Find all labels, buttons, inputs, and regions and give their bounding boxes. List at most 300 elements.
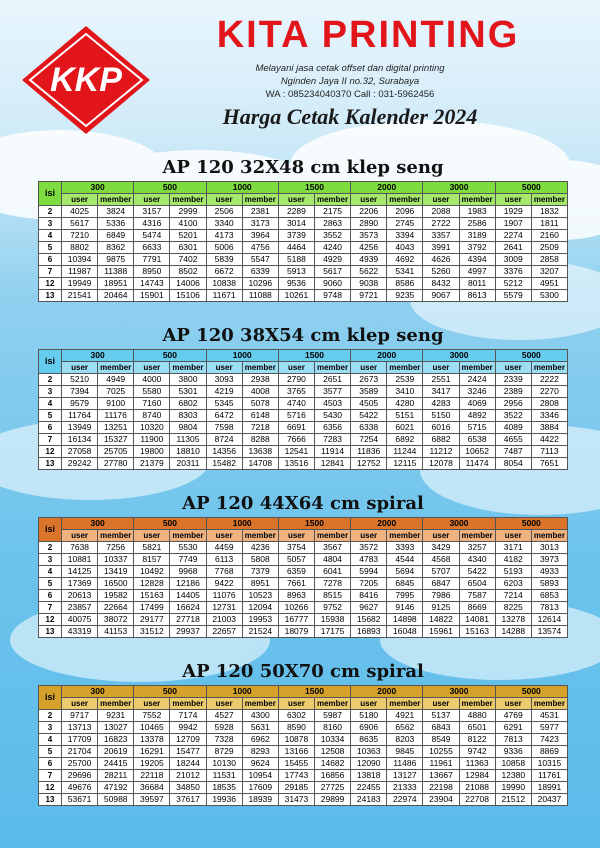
quantity-header: 1500 <box>278 182 350 194</box>
price-cell: 1907 <box>495 218 531 230</box>
price-cell: 5928 <box>206 722 242 734</box>
price-cell: 2339 <box>495 374 531 386</box>
quantity-header: 5000 <box>495 350 567 362</box>
price-cell: 7813 <box>531 602 567 614</box>
price-cell: 16893 <box>351 626 387 638</box>
price-cell: 3171 <box>495 542 531 554</box>
price-cell: 22664 <box>98 602 134 614</box>
price-cell: 10881 <box>62 554 98 566</box>
price-cell: 47192 <box>98 782 134 794</box>
price-cell: 11961 <box>423 758 459 770</box>
member-header: member <box>459 698 495 710</box>
price-cell: 10296 <box>242 278 278 290</box>
member-header: member <box>314 698 350 710</box>
price-cell: 4069 <box>459 398 495 410</box>
price-cell: 15163 <box>459 626 495 638</box>
price-cell: 2745 <box>387 218 423 230</box>
price-cell: 5430 <box>314 410 350 422</box>
price-cell: 7113 <box>531 446 567 458</box>
price-cell: 17709 <box>62 734 98 746</box>
isi-cell: 3 <box>39 386 62 398</box>
member-header: member <box>459 530 495 542</box>
price-cell: 6906 <box>351 722 387 734</box>
price-cell: 8288 <box>242 434 278 446</box>
price-cell: 7160 <box>134 398 170 410</box>
price-cell: 8011 <box>459 278 495 290</box>
price-cell: 21524 <box>242 626 278 638</box>
price-cell: 16624 <box>170 602 206 614</box>
price-cell: 8416 <box>351 590 387 602</box>
price-table <box>38 349 568 470</box>
price-cell: 19949 <box>62 278 98 290</box>
price-cell: 15482 <box>206 458 242 470</box>
price-cell: 6672 <box>206 266 242 278</box>
price-cell: 4300 <box>242 710 278 722</box>
price-cell: 3417 <box>423 386 459 398</box>
price-cell: 8225 <box>495 602 531 614</box>
price-cell: 10954 <box>242 770 278 782</box>
price-cell: 2651 <box>314 374 350 386</box>
isi-header: isi <box>39 518 62 542</box>
price-cell: 7256 <box>98 542 134 554</box>
table-row <box>39 206 568 218</box>
price-cell: 29899 <box>314 794 350 806</box>
price-cell: 4929 <box>314 254 350 266</box>
brand-name: KITA PRINTING <box>216 14 520 56</box>
price-cell: 4089 <box>495 422 531 434</box>
price-cell: 5150 <box>423 410 459 422</box>
price-cell: 7813 <box>495 734 531 746</box>
price-cell: 15327 <box>98 434 134 446</box>
member-header: member <box>170 530 206 542</box>
price-cell: 40075 <box>62 614 98 626</box>
price-cell: 4459 <box>206 542 242 554</box>
price-cell: 5715 <box>459 422 495 434</box>
price-cell: 53671 <box>62 794 98 806</box>
isi-header: isi <box>39 182 62 206</box>
table-row <box>39 542 568 554</box>
price-cell: 2999 <box>170 206 206 218</box>
price-cell: 4464 <box>278 242 314 254</box>
price-cell: 13574 <box>531 626 567 638</box>
price-cell: 9125 <box>423 602 459 614</box>
price-cell: 8635 <box>351 734 387 746</box>
price-cell: 5078 <box>242 398 278 410</box>
quantity-header: 1500 <box>278 686 350 698</box>
price-cell: 10315 <box>531 758 567 770</box>
price-cell: 5617 <box>314 266 350 278</box>
isi-cell: 6 <box>39 422 62 434</box>
price-cell: 17609 <box>242 782 278 794</box>
price-cell: 23857 <box>62 602 98 614</box>
table-row <box>39 770 568 782</box>
member-header: member <box>531 194 567 206</box>
table-row <box>39 602 568 614</box>
table-row <box>39 590 568 602</box>
quantity-header: 1000 <box>206 518 278 530</box>
price-cell: 6338 <box>351 422 387 434</box>
isi-cell: 6 <box>39 758 62 770</box>
isi-header: isi <box>39 686 62 710</box>
quantity-header: 1000 <box>206 350 278 362</box>
user-header: user <box>134 698 170 710</box>
price-cell: 3824 <box>98 206 134 218</box>
price-cell: 9235 <box>387 290 423 302</box>
price-cell: 4340 <box>459 554 495 566</box>
price-cell: 8160 <box>314 722 350 734</box>
price-cell: 2274 <box>495 230 531 242</box>
quantity-header: 300 <box>62 350 134 362</box>
price-cell: 2509 <box>531 242 567 254</box>
price-cell: 3765 <box>278 386 314 398</box>
user-header: user <box>423 362 459 374</box>
price-table <box>38 517 568 638</box>
price-cell: 13166 <box>278 746 314 758</box>
price-cell: 4422 <box>531 434 567 446</box>
price-cell: 9752 <box>314 602 350 614</box>
price-cell: 22198 <box>423 782 459 794</box>
quantity-header: 2000 <box>351 182 423 194</box>
price-cell: 4692 <box>387 254 423 266</box>
section-title: AP 120 38X54 cm klep seng <box>162 325 444 346</box>
price-cell: 2088 <box>423 206 459 218</box>
price-cell: 9100 <box>98 398 134 410</box>
price-cell: 16048 <box>387 626 423 638</box>
price-cell: 21541 <box>62 290 98 302</box>
price-cell: 9721 <box>351 290 387 302</box>
price-cell: 41153 <box>98 626 134 638</box>
price-cell: 5893 <box>531 578 567 590</box>
price-cell: 10320 <box>134 422 170 434</box>
price-cell: 3157 <box>134 206 170 218</box>
price-cell: 6016 <box>423 422 459 434</box>
isi-cell: 5 <box>39 242 62 254</box>
quantity-header: 300 <box>62 182 134 194</box>
user-header: user <box>495 530 531 542</box>
price-cell: 50988 <box>98 794 134 806</box>
price-cell: 10652 <box>459 446 495 458</box>
quantity-header: 3000 <box>423 686 495 698</box>
price-cell: 14743 <box>134 278 170 290</box>
price-cell: 18244 <box>170 758 206 770</box>
price-cell: 6882 <box>423 434 459 446</box>
price-cell: 4008 <box>242 386 278 398</box>
price-cell: 7587 <box>459 590 495 602</box>
isi-cell: 3 <box>39 218 62 230</box>
isi-cell: 6 <box>39 590 62 602</box>
price-cell: 9231 <box>98 710 134 722</box>
price-cell: 14822 <box>423 614 459 626</box>
user-header: user <box>278 194 314 206</box>
price-cell: 3340 <box>206 218 242 230</box>
price-cell: 7254 <box>351 434 387 446</box>
price-cell: 5006 <box>206 242 242 254</box>
price-cell: 10838 <box>206 278 242 290</box>
price-cell: 7394 <box>62 386 98 398</box>
price-cell: 6356 <box>314 422 350 434</box>
table-row <box>39 758 568 770</box>
user-header: user <box>62 698 98 710</box>
price-cell: 2673 <box>351 374 387 386</box>
price-cell: 14405 <box>170 590 206 602</box>
price-cell: 8724 <box>206 434 242 446</box>
quantity-header: 1500 <box>278 350 350 362</box>
price-cell: 6302 <box>278 710 314 722</box>
price-cell: 12115 <box>387 458 423 470</box>
price-cell: 37617 <box>170 794 206 806</box>
user-header: user <box>495 698 531 710</box>
price-cell: 4280 <box>387 398 423 410</box>
price-cell: 5547 <box>242 254 278 266</box>
price-cell: 4756 <box>242 242 278 254</box>
page-subtitle: Harga Cetak Kalender 2024 <box>222 104 478 129</box>
price-cell: 7995 <box>387 590 423 602</box>
price-cell: 4951 <box>531 278 567 290</box>
price-cell: 3173 <box>242 218 278 230</box>
price-cell: 3589 <box>351 386 387 398</box>
contact-line: WA : 085234040370 Call : 031-5962456 <box>265 89 435 100</box>
price-cell: 9067 <box>423 290 459 302</box>
member-header: member <box>387 194 423 206</box>
price-cell: 24415 <box>98 758 134 770</box>
price-cell: 12984 <box>459 770 495 782</box>
price-cell: 23904 <box>423 794 459 806</box>
price-cell: 3573 <box>351 230 387 242</box>
price-cell: 6359 <box>278 566 314 578</box>
quantity-header: 500 <box>134 182 206 194</box>
price-cell: 3013 <box>531 542 567 554</box>
price-cell: 12614 <box>531 614 567 626</box>
price-cell: 4933 <box>531 566 567 578</box>
price-cell: 25705 <box>98 446 134 458</box>
price-cell: 12094 <box>242 602 278 614</box>
price-cell: 5839 <box>206 254 242 266</box>
price-cell: 11900 <box>134 434 170 446</box>
price-cell: 31473 <box>278 794 314 806</box>
member-header: member <box>459 362 495 374</box>
price-cell: 11671 <box>206 290 242 302</box>
table-row <box>39 794 568 806</box>
member-header: member <box>531 362 567 374</box>
price-cell: 9536 <box>278 278 314 290</box>
price-table <box>38 181 568 302</box>
price-cell: 7791 <box>134 254 170 266</box>
price-cell: 7749 <box>170 554 206 566</box>
price-cell: 4182 <box>495 554 531 566</box>
price-cell: 3410 <box>387 386 423 398</box>
price-cell: 19800 <box>134 446 170 458</box>
price-cell: 21379 <box>134 458 170 470</box>
isi-cell: 7 <box>39 770 62 782</box>
price-cell: 13027 <box>98 722 134 734</box>
price-cell: 4505 <box>351 398 387 410</box>
price-cell: 16134 <box>62 434 98 446</box>
isi-cell: 7 <box>39 266 62 278</box>
price-cell: 17743 <box>278 770 314 782</box>
user-header: user <box>423 194 459 206</box>
isi-cell: 12 <box>39 446 62 458</box>
price-cell: 4043 <box>387 242 423 254</box>
price-cell: 10337 <box>98 554 134 566</box>
price-cell: 11914 <box>314 446 350 458</box>
price-cell: 5336 <box>98 218 134 230</box>
isi-cell: 5 <box>39 578 62 590</box>
price-cell: 19990 <box>495 782 531 794</box>
price-cell: 3973 <box>531 554 567 566</box>
price-cell: 13667 <box>423 770 459 782</box>
quantity-header: 2000 <box>351 518 423 530</box>
price-cell: 12752 <box>351 458 387 470</box>
price-cell: 4892 <box>459 410 495 422</box>
price-cell: 9742 <box>459 746 495 758</box>
user-header: user <box>278 362 314 374</box>
price-cell: 2863 <box>314 218 350 230</box>
table-row <box>39 254 568 266</box>
isi-cell: 2 <box>39 542 62 554</box>
price-cell: 4655 <box>495 434 531 446</box>
price-cell: 5260 <box>423 266 459 278</box>
member-header: member <box>170 194 206 206</box>
price-cell: 9804 <box>170 422 206 434</box>
price-cell: 3346 <box>531 410 567 422</box>
price-cell: 16500 <box>98 578 134 590</box>
price-cell: 9717 <box>62 710 98 722</box>
quantity-header: 1000 <box>206 686 278 698</box>
price-cell: 8054 <box>495 458 531 470</box>
table-row <box>39 578 568 590</box>
member-header: member <box>98 698 134 710</box>
price-cell: 11176 <box>98 410 134 422</box>
price-cell: 12731 <box>206 602 242 614</box>
price-cell: 4219 <box>206 386 242 398</box>
price-cell: 4949 <box>98 374 134 386</box>
price-cell: 7638 <box>62 542 98 554</box>
price-cell: 8432 <box>423 278 459 290</box>
price-cell: 10523 <box>242 590 278 602</box>
price-cell: 2938 <box>242 374 278 386</box>
price-cell: 3577 <box>314 386 350 398</box>
price-cell: 5622 <box>351 266 387 278</box>
price-cell: 19953 <box>242 614 278 626</box>
isi-cell: 4 <box>39 398 62 410</box>
price-cell: 13127 <box>387 770 423 782</box>
quantity-header: 5000 <box>495 686 567 698</box>
price-cell: 3393 <box>387 542 423 554</box>
member-header: member <box>242 530 278 542</box>
price-cell: 5707 <box>423 566 459 578</box>
price-cell: 4503 <box>314 398 350 410</box>
price-cell: 11088 <box>242 290 278 302</box>
price-cell: 13818 <box>351 770 387 782</box>
price-cell: 5180 <box>351 710 387 722</box>
price-cell: 11305 <box>170 434 206 446</box>
price-cell: 8586 <box>387 278 423 290</box>
price-cell: 4527 <box>206 710 242 722</box>
price-cell: 18810 <box>170 446 206 458</box>
price-cell: 4769 <box>495 710 531 722</box>
member-header: member <box>531 698 567 710</box>
isi-cell: 12 <box>39 278 62 290</box>
quantity-header: 500 <box>134 686 206 698</box>
price-cell: 7487 <box>495 446 531 458</box>
price-cell: 21003 <box>206 614 242 626</box>
price-cell: 2586 <box>459 218 495 230</box>
price-cell: 5193 <box>495 566 531 578</box>
quantity-header: 1000 <box>206 182 278 194</box>
user-header: user <box>351 698 387 710</box>
price-cell: 9579 <box>62 398 98 410</box>
table-row <box>39 446 568 458</box>
price-cell: 14125 <box>62 566 98 578</box>
price-cell: 27058 <box>62 446 98 458</box>
table-row <box>39 410 568 422</box>
table-row <box>39 218 568 230</box>
isi-cell: 2 <box>39 206 62 218</box>
price-cell: 5994 <box>351 566 387 578</box>
price-cell: 7552 <box>134 710 170 722</box>
price-cell: 11388 <box>98 266 134 278</box>
price-cell: 8950 <box>134 266 170 278</box>
isi-cell: 7 <box>39 602 62 614</box>
quantity-header: 3000 <box>423 182 495 194</box>
table-row <box>39 566 568 578</box>
price-cell: 27718 <box>170 614 206 626</box>
price-cell: 4000 <box>134 374 170 386</box>
quantity-header: 300 <box>62 518 134 530</box>
table-row <box>39 242 568 254</box>
price-cell: 20619 <box>98 746 134 758</box>
isi-cell: 4 <box>39 734 62 746</box>
price-cell: 14006 <box>170 278 206 290</box>
price-cell: 4568 <box>423 554 459 566</box>
user-header: user <box>206 194 242 206</box>
price-cell: 2096 <box>387 206 423 218</box>
price-cell: 4283 <box>423 398 459 410</box>
price-cell: 7174 <box>170 710 206 722</box>
price-cell: 13516 <box>278 458 314 470</box>
price-cell: 6853 <box>531 590 567 602</box>
price-cell: 11987 <box>62 266 98 278</box>
price-cell: 4236 <box>242 542 278 554</box>
price-cell: 6113 <box>206 554 242 566</box>
price-cell: 27725 <box>314 782 350 794</box>
price-cell: 13378 <box>134 734 170 746</box>
price-cell: 9748 <box>314 290 350 302</box>
price-cell: 12508 <box>314 746 350 758</box>
price-cell: 8502 <box>170 266 206 278</box>
price-cell: 15106 <box>170 290 206 302</box>
price-cell: 5151 <box>387 410 423 422</box>
table-row <box>39 278 568 290</box>
price-cell: 5057 <box>278 554 314 566</box>
address: Nginden Jaya II no.32, Surabaya <box>280 76 420 87</box>
member-header: member <box>387 530 423 542</box>
member-header: member <box>98 530 134 542</box>
price-cell: 3189 <box>459 230 495 242</box>
price-cell: 5530 <box>170 542 206 554</box>
price-cell: 14288 <box>495 626 531 638</box>
price-cell: 8157 <box>134 554 170 566</box>
price-cell: 5212 <box>495 278 531 290</box>
table-row <box>39 782 568 794</box>
price-cell: 7379 <box>242 566 278 578</box>
price-cell: 14356 <box>206 446 242 458</box>
price-cell: 5694 <box>387 566 423 578</box>
quantity-header: 3000 <box>423 350 495 362</box>
member-header: member <box>170 362 206 374</box>
member-header: member <box>242 698 278 710</box>
price-cell: 29185 <box>278 782 314 794</box>
